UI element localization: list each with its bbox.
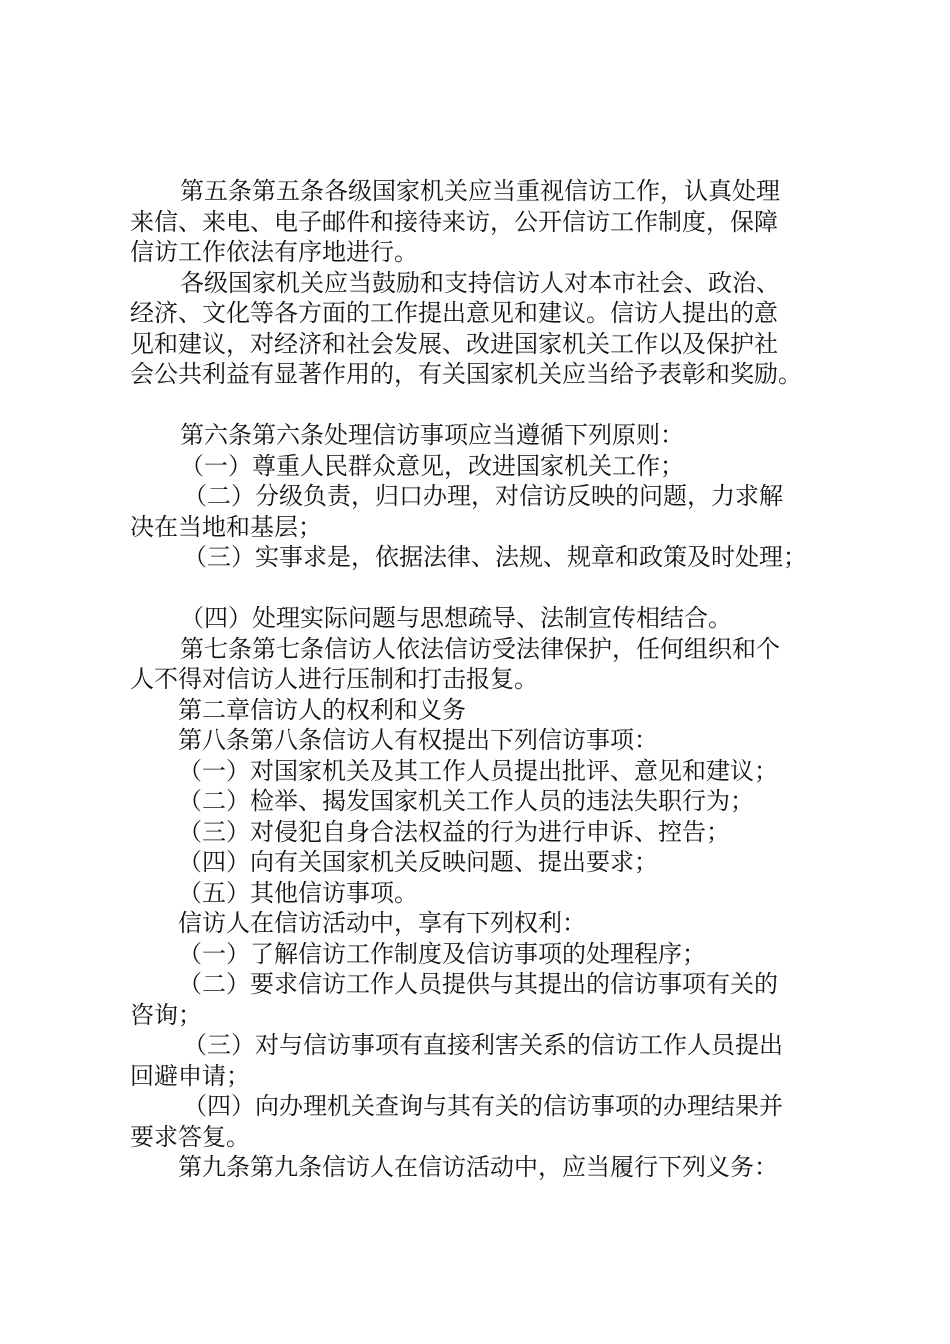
chapter-heading: 第二章信访人的权利和义务 (178, 696, 466, 724)
text-line: （一）了解信访工作制度及信访事项的处理程序； (178, 940, 706, 968)
text-line: （四）处理实际问题与思想疏导、法制宣传相结合。 (180, 604, 732, 632)
text-line: 决在当地和基层； (130, 513, 322, 541)
text-line: 经济、文化等各方面的工作提出意见和建议。信访人提出的意 (130, 299, 778, 327)
text-line: 第五条第五条各级国家机关应当重视信访工作，认真处理 (180, 177, 780, 205)
text-line: （三）对侵犯自身合法权益的行为进行申诉、控告； (178, 818, 730, 846)
text-line: （二）分级负责，归口办理，对信访反映的问题，力求解 (183, 482, 783, 510)
text-line: （二）要求信访工作人员提供与其提出的信访事项有关的 (178, 970, 778, 998)
text-line: 信访人在信访活动中，享有下列权利： (178, 909, 586, 937)
text-line: 见和建议，对经济和社会发展、改进国家机关工作以及保护社 (130, 330, 778, 358)
text-line: （一）尊重人民群众意见，改进国家机关工作； (180, 452, 684, 480)
text-line: 咨询； (130, 1001, 202, 1029)
text-line: 第六条第六条处理信访事项应当遵循下列原则： (180, 421, 684, 449)
text-line: （四）向有关国家机关反映问题、提出要求； (178, 848, 658, 876)
text-line: 来信、来电、电子邮件和接待来访，公开信访工作制度，保障 (130, 208, 778, 236)
text-line: （二）检举、揭发国家机关工作人员的违法失职行为； (178, 787, 754, 815)
text-line: 要求答复。 (130, 1123, 250, 1151)
text-line: （一）对国家机关及其工作人员提出批评、意见和建议； (178, 757, 778, 785)
text-line: （三）实事求是，依据法律、法规、规章和政策及时处理； (183, 543, 807, 571)
text-line: 第九条第九条信访人在信访活动中，应当履行下列义务： (178, 1153, 778, 1181)
text-line: 各级国家机关应当鼓励和支持信访人对本市社会、政治、 (180, 269, 780, 297)
text-line: （五）其他信访事项。 (178, 879, 418, 907)
text-line: 信访工作依法有序地进行。 (130, 238, 418, 266)
text-line: 回避申请； (130, 1062, 250, 1090)
text-line: （四）向办理机关查询与其有关的信访事项的办理结果并 (183, 1092, 783, 1120)
text-line: （三）对与信访事项有直接利害关系的信访工作人员提出 (183, 1031, 783, 1059)
text-line: 第七条第七条信访人依法信访受法律保护，任何组织和个 (180, 635, 780, 663)
text-line: 会公共利益有显著作用的，有关国家机关应当给予表彰和奖励。 (130, 360, 802, 388)
text-line: 人不得对信访人进行压制和打击报复。 (130, 665, 538, 693)
text-line: 第八条第八条信访人有权提出下列信访事项： (178, 726, 658, 754)
